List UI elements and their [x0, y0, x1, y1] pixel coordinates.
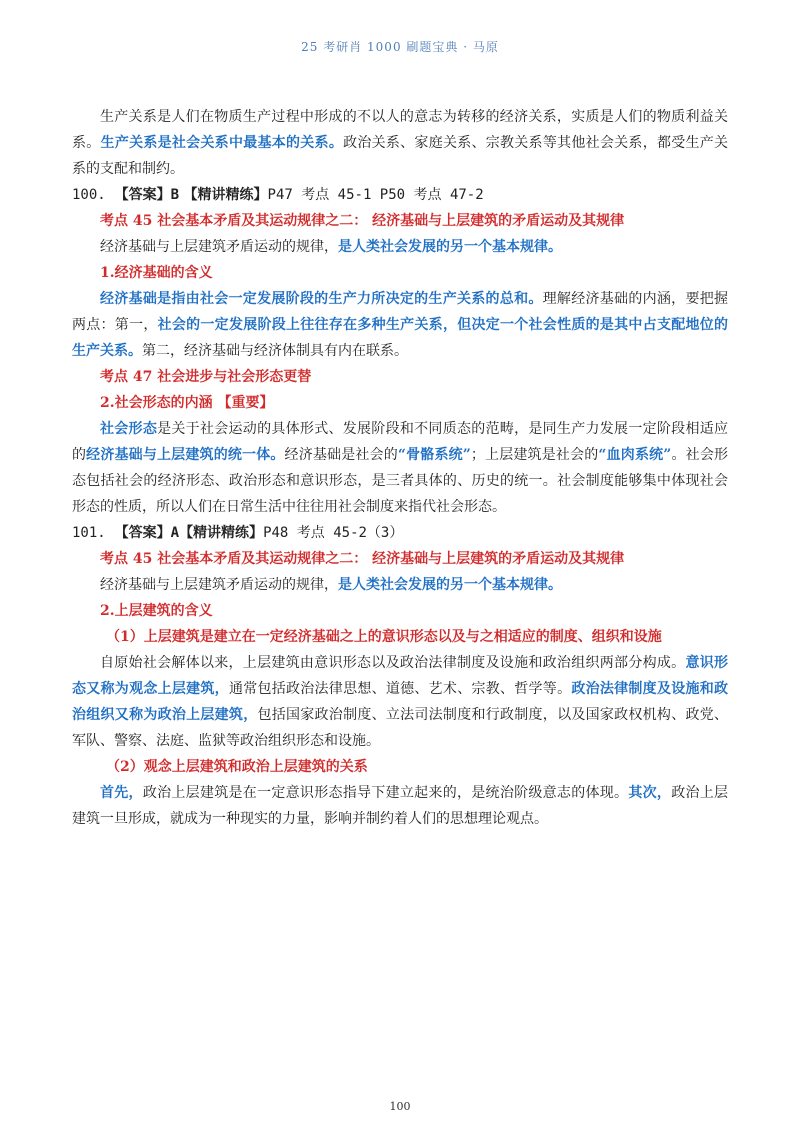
highlight-text: 意识形态又称为观念上层建筑， [72, 655, 729, 697]
paragraph-social-form [72, 416, 728, 520]
paragraph-economic-base [72, 286, 728, 364]
text: 经济基础与上层建筑矛盾运动的规律， [100, 239, 338, 255]
highlight-text: 政治法律制度及设施和政治组织又称为政治上层建筑， [72, 681, 729, 723]
page-header: 25 考研肖 1000 刷题宝典 · 马原 [301, 40, 499, 54]
highlight-text: 首先， [100, 785, 143, 801]
law-line [72, 572, 728, 598]
answer-label: 【答案】B [114, 187, 180, 203]
kaodian-45-title: 考点 45 社会基本矛盾及其运动规律之二： 经济基础与上层建筑的矛盾运动及其规律 [100, 213, 625, 229]
text: 政治关系、家庭关系、宗教关系等其他社会关系，都受生产关系的支配和制约。 [72, 135, 729, 177]
section-heading: 2.上层建筑的含义 [100, 603, 213, 619]
sub-heading: （1）上层建筑是建立在一定经济基础之上的意识形态以及与之相适应的制度、组织和设施 [106, 629, 662, 645]
kaodian-47-title: 考点 47 社会进步与社会形态更替 [100, 369, 312, 385]
law-line [72, 234, 728, 260]
text: 包括国家政治制度、立法司法制度和行政制度，以及国家政权机构、政党、军队、警察、法庭、监狱等政治组织形态和设施。 [72, 707, 729, 749]
text: 生产关系是人们在物质生产过程中形成的不以人的意志为转移的经济关系，实质是人们的物质利益关系。 [72, 109, 728, 151]
highlight-text: 是人类社会发展的另一个基本规律。 [338, 577, 562, 593]
text: 政治上层建筑一旦形成，就成为一种现实的力量，影响并制约着人们的思想理论观点。 [72, 785, 729, 827]
kaodian-45-title: 考点 45 社会基本矛盾及其运动规律之二： 经济基础与上层建筑的矛盾运动及其规律 [100, 551, 625, 567]
highlight-text: 是人类社会发展的另一个基本规律。 [338, 239, 562, 255]
reference: P47 考点 45-1 P50 考点 47-2 [267, 187, 484, 203]
document-body [72, 104, 728, 832]
text: 通常包括政治法律思想、道德、艺术、宗教、哲学等。 [228, 681, 572, 697]
highlight-text: 社会形态 [100, 421, 158, 437]
jingjiang-label: 【精讲精练】 [179, 525, 264, 541]
highlight-text: 经济基础是指由社会一定发展阶段的生产力所决定的生产关系的总和。 [100, 291, 543, 307]
text: 是关于社会运动的具体形式、发展阶段和不同质态的范畴，是同生产力发展一定阶段相适应的 [72, 421, 729, 463]
paragraph-superstructure [72, 650, 728, 754]
reference: P48 考点 45-2（3） [263, 525, 404, 541]
highlight-text: 经济基础与上层建筑的统一体。 [86, 447, 285, 463]
highlight-text: 生产关系是社会关系中最基本的关系。 [100, 135, 344, 151]
answer-label: 【答案】A [114, 525, 180, 541]
section-heading: 2.社会形态的内涵 【重要】 [100, 395, 274, 411]
text: 经济基础与上层建筑矛盾运动的规律， [100, 577, 338, 593]
text: 理解经济基础的内涵，要把握两点：第一， [72, 291, 729, 333]
section-heading: 1.经济基础的含义 [100, 265, 213, 281]
question-number: 101. [72, 525, 106, 541]
text: 自原始社会解体以来，上层建筑由意识形态以及政治法律制度及设施和政治组织两部分构成。 [100, 655, 686, 671]
question-number: 100. [72, 187, 106, 203]
paragraph-relationship [72, 780, 728, 832]
answer-line-101 [72, 520, 728, 546]
text: 。社会形态包括社会的经济形态、政治形态和意识形态，是三者具体的、历史的统一。社会制度能够集中体现社会形态的性质，所以人们在日常生活中往往用社会制度来指代社会形态。 [72, 447, 729, 515]
sub-heading: （2）观念上层建筑和政治上层建筑的关系 [106, 759, 368, 775]
highlight-text: 社会的一定发展阶段上往往存在多种生产关系，但决定一个社会性质的是其中占支配地位的生产关系。 [72, 317, 729, 359]
highlight-text: 其次， [628, 785, 672, 801]
page-number: 100 [389, 1100, 411, 1113]
text: 政治上层建筑是在一定意识形态指导下建立起来的，是统治阶级意志的体现。 [142, 785, 629, 801]
paragraph-production-relations [72, 104, 728, 182]
text: 第二，经济基础与经济体制具有内在联系。 [142, 343, 408, 359]
highlight-text: “血肉系统” [598, 447, 672, 463]
highlight-text: “骨骼系统” [397, 447, 471, 463]
text: ；上层建筑是社会的 [470, 447, 599, 463]
text: 经济基础是社会的 [284, 447, 398, 463]
jingjiang-label: 【精讲精练】 [183, 187, 268, 203]
answer-line-100 [72, 182, 728, 208]
